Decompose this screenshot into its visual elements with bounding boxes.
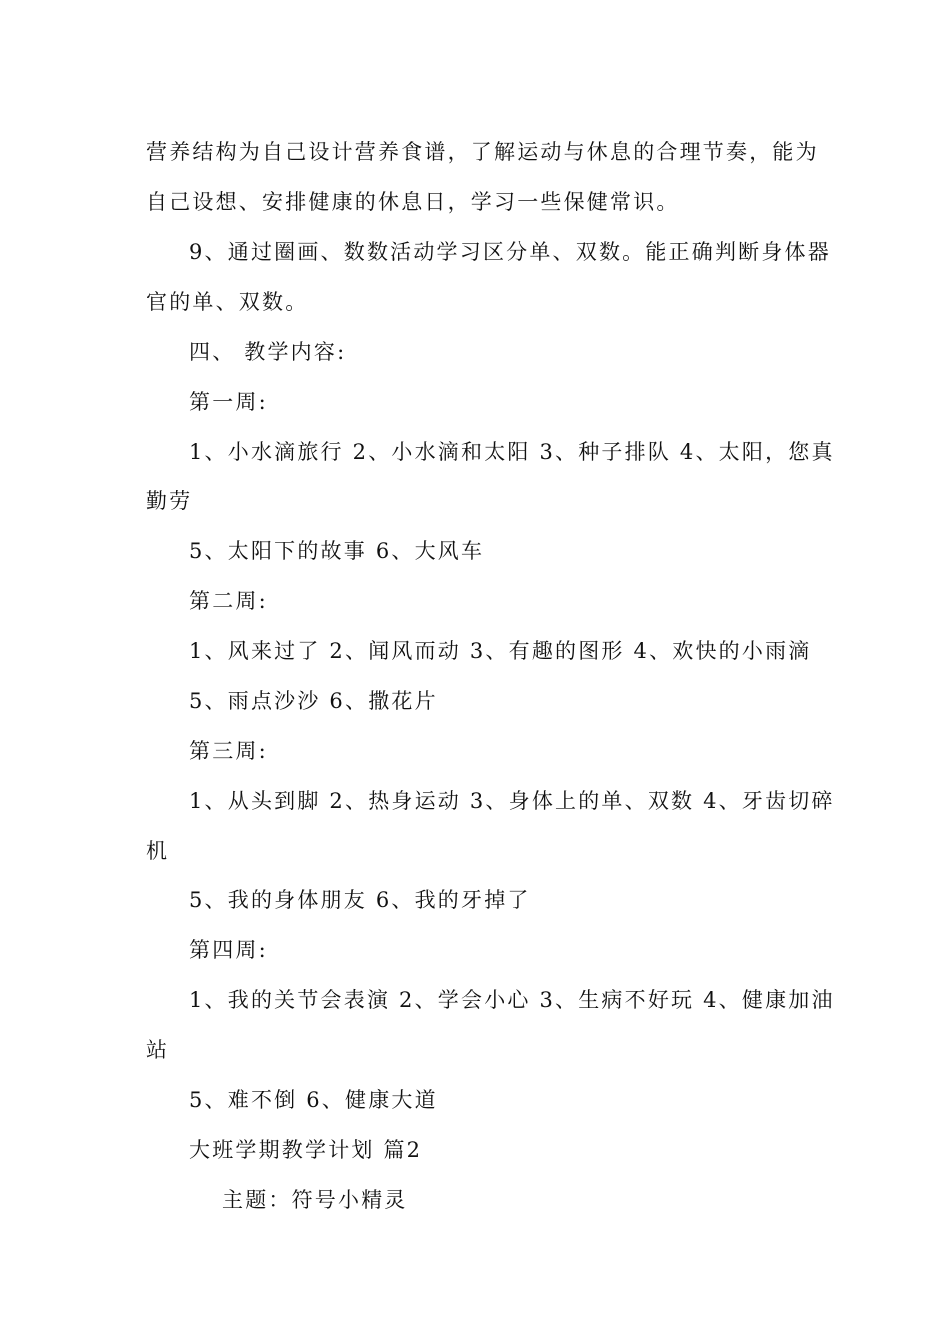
text-line: 5、雨点沙沙 6、撒花片 <box>189 689 438 713</box>
text-line: 官的单、双数。 <box>146 290 309 314</box>
text-line: 自己设想、安排健康的休息日，学习一些保健常识。 <box>146 190 680 214</box>
text-line: 机 <box>146 839 170 863</box>
text-line: 5、难不倒 6、健康大道 <box>189 1088 438 1112</box>
section-heading: 四、 教学内容: <box>189 340 347 364</box>
section-title: 大班学期教学计划 篇2 <box>189 1138 423 1162</box>
week-heading: 第一周: <box>189 390 268 414</box>
text-line: 9、通过圈画、数数活动学习区分单、双数。能正确判断身体器 <box>189 240 831 264</box>
text-line: 1、风来过了 2、闻风而动 3、有趣的图形 4、欢快的小雨滴 <box>189 639 812 663</box>
week-heading: 第三周: <box>189 739 268 763</box>
text-line: 1、从头到脚 2、热身运动 3、身体上的单、双数 4、牙齿切碎 <box>189 789 835 813</box>
week-heading: 第二周: <box>189 589 268 613</box>
text-line: 1、我的关节会表演 2、学会小心 3、生病不好玩 4、健康加油 <box>189 988 835 1012</box>
text-line: 勤劳 <box>146 489 193 513</box>
text-line: 5、太阳下的故事 6、大风车 <box>189 539 485 563</box>
text-line: 5、我的身体朋友 6、我的牙掉了 <box>189 888 531 912</box>
text-line: 营养结构为自己设计营养食谱，了解运动与休息的合理节奏，能为 <box>146 140 819 164</box>
week-heading: 第四周: <box>189 938 268 962</box>
text-line: 站 <box>146 1038 170 1062</box>
theme-line: 主题：符号小精灵 <box>222 1188 408 1212</box>
text-line: 1、小水滴旅行 2、小水滴和太阳 3、种子排队 4、太阳，您真 <box>189 440 835 464</box>
